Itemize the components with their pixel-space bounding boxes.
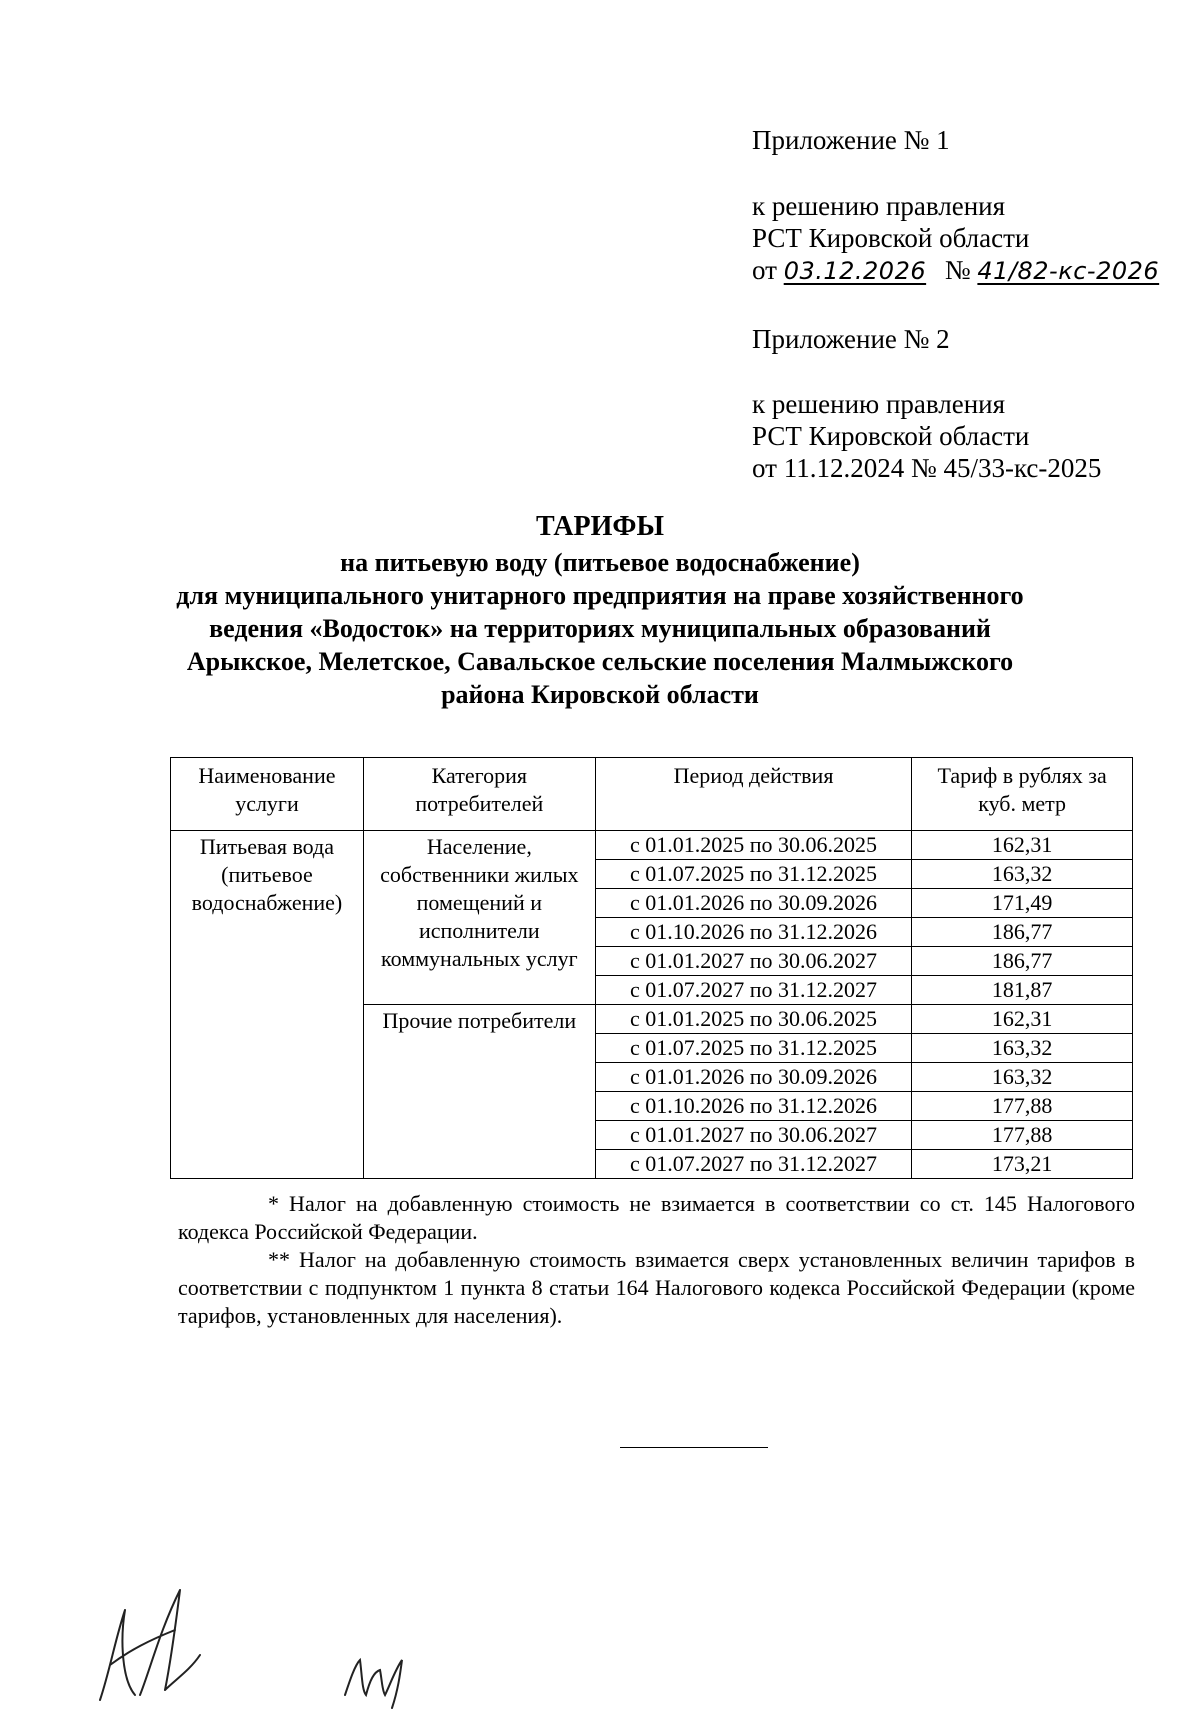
period-cell: с 01.07.2027 по 31.12.2027 (595, 976, 912, 1005)
period-cell: с 01.01.2025 по 30.06.2025 (595, 831, 912, 860)
footnote-2: ** Налог на добавленную стоимость взимается сверх установленных величин тарифов в соответствии с подпунктом 1 пункта 8 статьи 164 Налогового кодекса Российской Федерации (кроме тарифов, установленных для населения). (178, 1247, 1135, 1328)
number-prefix: № (944, 255, 971, 285)
period-cell: с 01.07.2025 по 31.12.2025 (595, 860, 912, 889)
tariff-cell: 181,87 (912, 976, 1133, 1005)
tariff-cell: 162,31 (912, 831, 1133, 860)
table-header-row (171, 758, 1133, 831)
title-line1: на питьевую воду (питьевое водоснабжение) (340, 548, 860, 577)
title-line2: для муниципального унитарного предприятия на праве хозяйственного (176, 581, 1024, 610)
table-row (171, 831, 1133, 860)
period-cell: с 01.07.2027 по 31.12.2027 (595, 1150, 912, 1179)
period-cell: с 01.10.2026 по 31.12.2026 (595, 1092, 912, 1121)
title-line4: Арыкское, Мелетское, Савальское сельские поселения Малмыжского (186, 647, 1014, 676)
appendix1-line1: к решению правления (752, 191, 1006, 221)
service-name-cell: Питьевая вода (питьевое водоснабжение) (171, 831, 364, 1179)
title-line5: района Кировской области (441, 680, 759, 709)
document-title (150, 508, 1050, 711)
signature-icon (80, 1570, 210, 1710)
period-cell: с 01.01.2026 по 30.09.2026 (595, 889, 912, 918)
appendix2-line3: от 11.12.2024 № 45/33-кс-2025 (752, 453, 1102, 483)
appendix1-heading: Приложение № 1 (752, 125, 950, 155)
tariff-cell: 163,32 (912, 1063, 1133, 1092)
period-cell: с 01.01.2027 по 30.06.2027 (595, 1121, 912, 1150)
tariff-cell: 177,88 (912, 1121, 1133, 1150)
period-cell: с 01.01.2027 по 30.06.2027 (595, 947, 912, 976)
title-line3: ведения «Водосток» на территориях муниципальных образований (209, 614, 991, 643)
header-tariff: Тариф в рублях за куб. метр (912, 758, 1133, 831)
category-cell: Прочие потребители (363, 1005, 595, 1179)
tariff-cell: 186,77 (912, 947, 1133, 976)
appendix1-line2: РСТ Кировской области (752, 223, 1030, 253)
period-cell: с 01.07.2025 по 31.12.2025 (595, 1034, 912, 1063)
period-cell: с 01.01.2026 по 30.09.2026 (595, 1063, 912, 1092)
appendix2-line2: РСТ Кировской области (752, 421, 1030, 451)
header-service: Наименование услуги (171, 758, 364, 831)
appendix2-heading: Приложение № 2 (752, 324, 950, 354)
handwritten-date: 03.12.2026 (783, 257, 927, 285)
tariff-cell: 163,32 (912, 1034, 1133, 1063)
handwritten-number: 41/82-кс-2026 (977, 257, 1160, 285)
appendix1-date-line (752, 254, 1159, 287)
period-cell: с 01.10.2026 по 31.12.2026 (595, 918, 912, 947)
tariff-cell: 171,49 (912, 889, 1133, 918)
tariff-cell: 177,88 (912, 1092, 1133, 1121)
period-cell: с 01.01.2025 по 30.06.2025 (595, 1005, 912, 1034)
tariff-cell: 186,77 (912, 918, 1133, 947)
footnotes (178, 1190, 1135, 1330)
tariff-cell: 162,31 (912, 1005, 1133, 1034)
tariff-table (170, 757, 1133, 1179)
tariff-cell: 163,32 (912, 860, 1133, 889)
closing-divider (620, 1447, 768, 1448)
category-cell: Население, собственники жилых помещений и исполнители коммунальных услуг (363, 831, 595, 1005)
appendix2-line1: к решению правления (752, 389, 1006, 419)
header-category: Категория потребителей (363, 758, 595, 831)
tariff-cell: 173,21 (912, 1150, 1133, 1179)
initials-icon (340, 1640, 420, 1710)
title-main: ТАРИФЫ (536, 511, 664, 542)
footnote-1: * Налог на добавленную стоимость не взимается в соответствии со ст. 145 Налогового кодекса Российской Федерации. (178, 1191, 1135, 1244)
header-period: Период действия (595, 758, 912, 831)
from-prefix: от (752, 255, 777, 285)
